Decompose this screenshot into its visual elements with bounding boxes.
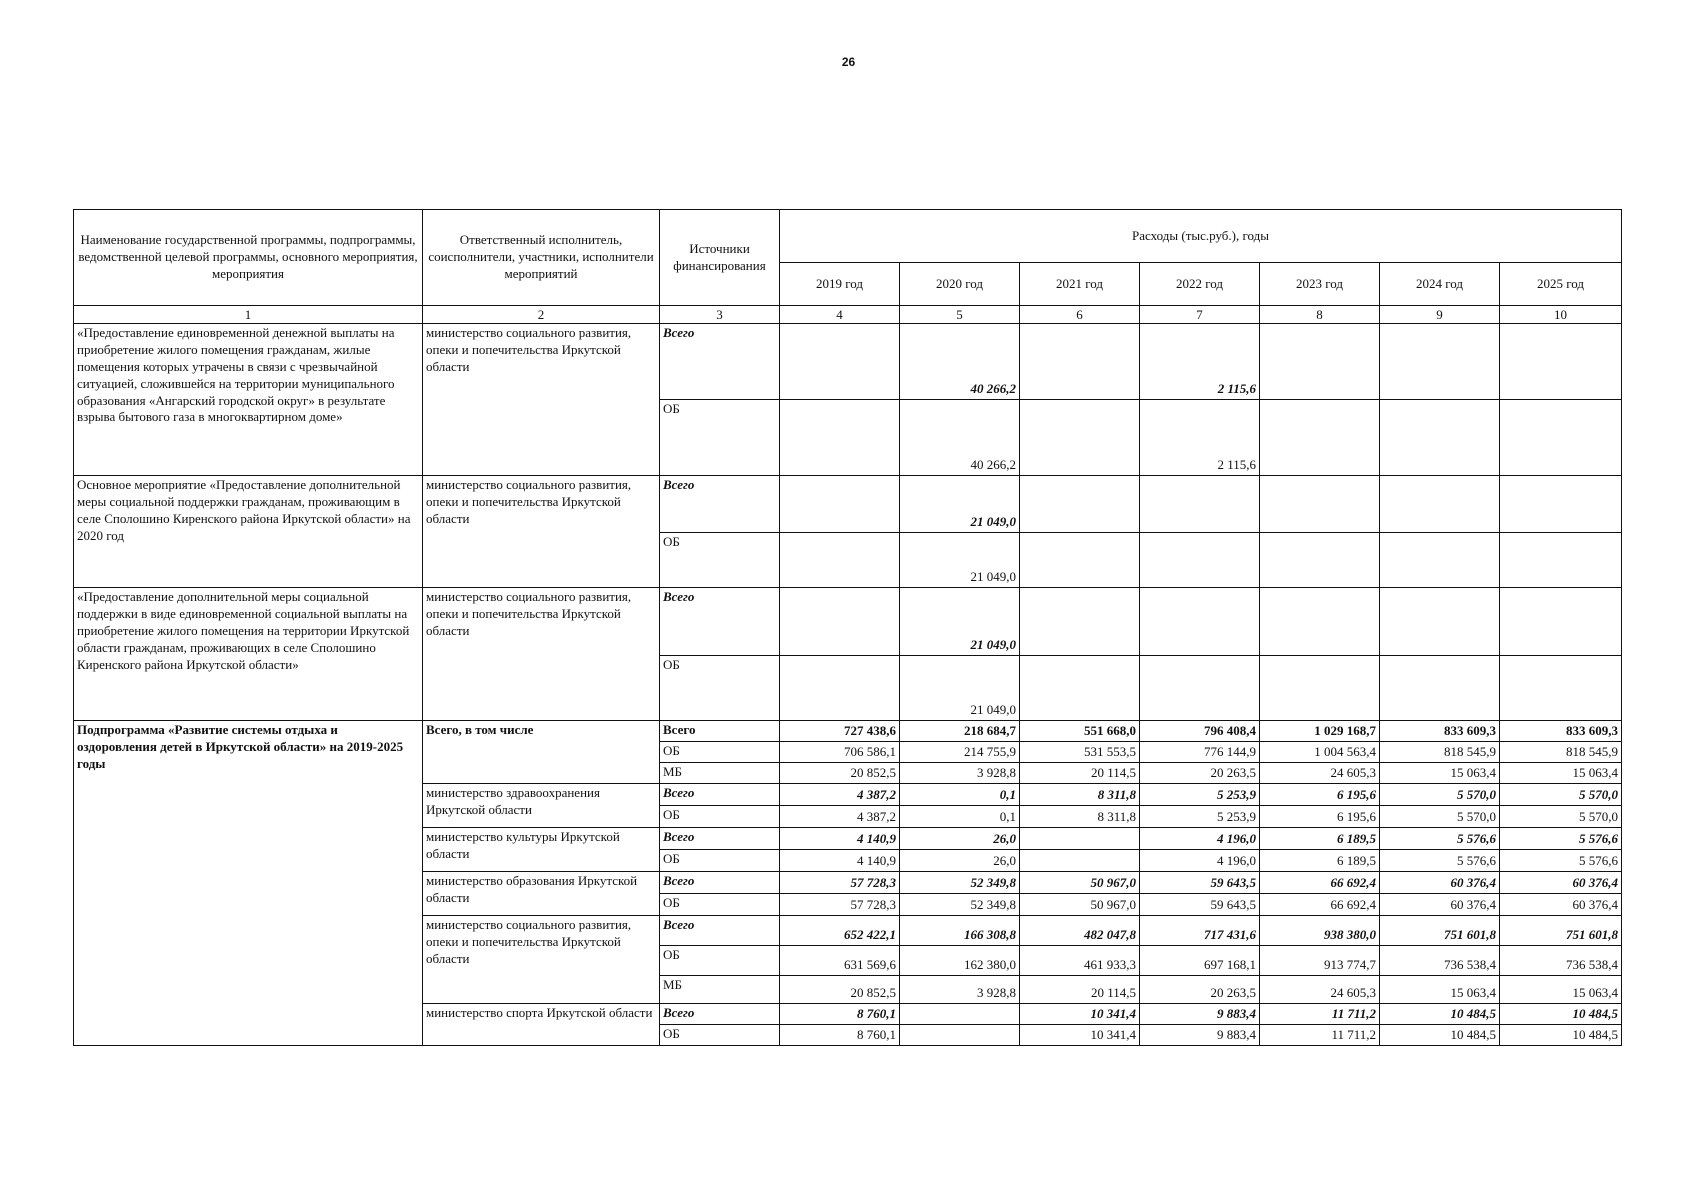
value-cell: 736 538,4 — [1380, 946, 1500, 976]
source-label: Всего — [660, 784, 780, 806]
value-cell: 11 711,2 — [1260, 1004, 1380, 1025]
value-cell: 20 263,5 — [1140, 976, 1260, 1004]
value-cell: 60 376,4 — [1500, 894, 1622, 916]
value-cell: 57 728,3 — [780, 872, 900, 894]
value-cell — [1380, 324, 1500, 400]
value-cell: 5 253,9 — [1140, 784, 1260, 806]
value-cell: 10 484,5 — [1380, 1004, 1500, 1025]
value-cell — [1500, 656, 1622, 721]
value-cell: 833 609,3 — [1500, 721, 1622, 742]
value-cell: 8 311,8 — [1020, 784, 1140, 806]
value-cell — [1500, 476, 1622, 533]
executor-cell: министерство социального развития, опеки и попечительства Иркутской области — [423, 916, 660, 1004]
value-cell: 8 311,8 — [1020, 806, 1140, 828]
value-cell: 9 883,4 — [1140, 1004, 1260, 1025]
value-cell — [1020, 400, 1140, 476]
value-cell — [1260, 533, 1380, 588]
value-cell: 15 063,4 — [1500, 763, 1622, 784]
value-cell: 631 569,6 — [780, 946, 900, 976]
measure-name: «Предоставление единовременной денежной выплаты на приобретение жилого помещения гражданам, жилые помещения которых утрачены в связи с чрезвычайной ситуацией, сложившейся на территории муниципального образования «Ангарский городской округ» в результате взрыва бытового газа в многоквартирном доме» — [74, 324, 423, 476]
value-cell — [1500, 533, 1622, 588]
value-cell: 24 605,3 — [1260, 976, 1380, 1004]
value-cell: 717 431,6 — [1140, 916, 1260, 946]
executor-cell: министерство социального развития, опеки и попечительства Иркутской области — [423, 476, 660, 588]
column-number: 2 — [423, 306, 660, 324]
value-cell: 26,0 — [900, 828, 1020, 850]
value-cell: 4 140,9 — [780, 850, 900, 872]
value-cell: 66 692,4 — [1260, 894, 1380, 916]
value-cell: 6 195,6 — [1260, 806, 1380, 828]
value-cell: 10 484,5 — [1500, 1025, 1622, 1046]
source-label: МБ — [660, 976, 780, 1004]
source-label: Всего — [660, 721, 780, 742]
header-year: 2020 год — [900, 263, 1020, 306]
value-cell: 1 029 168,7 — [1260, 721, 1380, 742]
value-cell: 833 609,3 — [1380, 721, 1500, 742]
value-cell — [1140, 588, 1260, 656]
column-number: 5 — [900, 306, 1020, 324]
value-cell: 1 004 563,4 — [1260, 742, 1380, 763]
value-cell: 5 576,6 — [1380, 828, 1500, 850]
value-cell — [1260, 656, 1380, 721]
value-cell: 20 852,5 — [780, 976, 900, 1004]
value-cell: 652 422,1 — [780, 916, 900, 946]
source-label: ОБ — [660, 742, 780, 763]
value-cell: 52 349,8 — [900, 872, 1020, 894]
value-cell — [1260, 476, 1380, 533]
value-cell: 551 668,0 — [1020, 721, 1140, 742]
value-cell — [1020, 828, 1140, 850]
value-cell: 5 576,6 — [1380, 850, 1500, 872]
value-cell: 214 755,9 — [900, 742, 1020, 763]
value-cell — [1260, 400, 1380, 476]
table-row — [74, 721, 1622, 742]
value-cell: 4 387,2 — [780, 806, 900, 828]
value-cell: 818 545,9 — [1380, 742, 1500, 763]
value-cell: 751 601,8 — [1380, 916, 1500, 946]
value-cell — [900, 1004, 1020, 1025]
value-cell: 60 376,4 — [1500, 872, 1622, 894]
value-cell — [900, 1025, 1020, 1046]
value-cell: 4 196,0 — [1140, 850, 1260, 872]
value-cell: 40 266,2 — [900, 324, 1020, 400]
column-number: 7 — [1140, 306, 1260, 324]
value-cell: 20 114,5 — [1020, 763, 1140, 784]
value-cell: 10 341,4 — [1020, 1025, 1140, 1046]
value-cell: 162 380,0 — [900, 946, 1020, 976]
value-cell: 3 928,8 — [900, 976, 1020, 1004]
value-cell: 21 049,0 — [900, 656, 1020, 721]
executor-cell: Всего, в том числе — [423, 721, 660, 784]
header-name: Наименование государственной программы, подпрограммы, ведомственной целевой программы, основного мероприятия, мероприятия — [74, 210, 423, 306]
value-cell: 5 576,6 — [1500, 828, 1622, 850]
value-cell: 59 643,5 — [1140, 894, 1260, 916]
value-cell — [780, 656, 900, 721]
source-label: Всего — [660, 324, 780, 400]
measure-name: Основное мероприятие «Предоставление дополнительной меры социальной поддержки гражданам, проживающим в селе Сполошино Киренского района Иркутской области» на 2020 год — [74, 476, 423, 588]
column-number: 4 — [780, 306, 900, 324]
executor-cell: министерство спорта Иркутской области — [423, 1004, 660, 1046]
header-year: 2021 год — [1020, 263, 1140, 306]
value-cell: 10 341,4 — [1020, 1004, 1140, 1025]
value-cell: 697 168,1 — [1140, 946, 1260, 976]
value-cell: 6 189,5 — [1260, 828, 1380, 850]
value-cell — [1380, 588, 1500, 656]
value-cell: 8 760,1 — [780, 1004, 900, 1025]
value-cell: 66 692,4 — [1260, 872, 1380, 894]
source-label: ОБ — [660, 656, 780, 721]
table-body — [74, 324, 1622, 1046]
value-cell: 10 484,5 — [1500, 1004, 1622, 1025]
value-cell: 20 852,5 — [780, 763, 900, 784]
source-label: Всего — [660, 588, 780, 656]
value-cell: 59 643,5 — [1140, 872, 1260, 894]
source-label: ОБ — [660, 400, 780, 476]
value-cell — [1140, 533, 1260, 588]
value-cell: 736 538,4 — [1500, 946, 1622, 976]
column-numbers-row — [74, 306, 1622, 324]
value-cell — [780, 324, 900, 400]
value-cell: 5 253,9 — [1140, 806, 1260, 828]
source-label: ОБ — [660, 1025, 780, 1046]
value-cell: 15 063,4 — [1380, 976, 1500, 1004]
value-cell: 8 760,1 — [780, 1025, 900, 1046]
value-cell: 796 408,4 — [1140, 721, 1260, 742]
value-cell — [780, 400, 900, 476]
value-cell: 776 144,9 — [1140, 742, 1260, 763]
header-expenses: Расходы (тыс.руб.), годы — [780, 210, 1622, 263]
source-label: Всего — [660, 872, 780, 894]
header-source: Источники финансирования — [660, 210, 780, 306]
value-cell: 10 484,5 — [1380, 1025, 1500, 1046]
value-cell: 6 195,6 — [1260, 784, 1380, 806]
value-cell: 6 189,5 — [1260, 850, 1380, 872]
source-label: ОБ — [660, 946, 780, 976]
value-cell: 727 438,6 — [780, 721, 900, 742]
value-cell: 5 570,0 — [1500, 784, 1622, 806]
source-label: ОБ — [660, 894, 780, 916]
value-cell — [1020, 533, 1140, 588]
table-header — [74, 210, 1622, 324]
source-label: Всего — [660, 916, 780, 946]
measure-name: «Предоставление дополнительной меры социальной поддержки в виде единовременной социальной выплаты на приобретение жилого помещения на территории Иркутской области гражданам, проживающих в селе Сполошино Киренского района Иркутской области» — [74, 588, 423, 721]
value-cell — [1020, 476, 1140, 533]
value-cell — [1500, 588, 1622, 656]
header-year: 2025 год — [1500, 263, 1622, 306]
value-cell: 15 063,4 — [1500, 976, 1622, 1004]
source-label: ОБ — [660, 850, 780, 872]
value-cell — [1500, 324, 1622, 400]
page-number: 26 — [841, 55, 856, 69]
value-cell — [780, 533, 900, 588]
value-cell: 60 376,4 — [1380, 894, 1500, 916]
value-cell: 166 308,8 — [900, 916, 1020, 946]
value-cell: 50 967,0 — [1020, 894, 1140, 916]
value-cell: 50 967,0 — [1020, 872, 1140, 894]
value-cell: 938 380,0 — [1260, 916, 1380, 946]
source-label: Всего — [660, 476, 780, 533]
value-cell — [1020, 850, 1140, 872]
value-cell: 2 115,6 — [1140, 324, 1260, 400]
source-label: Всего — [660, 1004, 780, 1025]
table-row — [74, 324, 1622, 400]
value-cell: 5 570,0 — [1380, 784, 1500, 806]
value-cell: 20 114,5 — [1020, 976, 1140, 1004]
value-cell — [1020, 656, 1140, 721]
table-row — [74, 588, 1622, 656]
value-cell: 4 196,0 — [1140, 828, 1260, 850]
value-cell: 818 545,9 — [1500, 742, 1622, 763]
source-label: Всего — [660, 828, 780, 850]
value-cell — [1020, 588, 1140, 656]
column-number: 3 — [660, 306, 780, 324]
value-cell: 2 115,6 — [1140, 400, 1260, 476]
value-cell: 26,0 — [900, 850, 1020, 872]
executor-cell: министерство социального развития, опеки и попечительства Иркутской области — [423, 588, 660, 721]
value-cell: 3 928,8 — [900, 763, 1020, 784]
value-cell: 24 605,3 — [1260, 763, 1380, 784]
header-year: 2019 год — [780, 263, 900, 306]
header-year: 2023 год — [1260, 263, 1380, 306]
value-cell — [1140, 656, 1260, 721]
source-label: ОБ — [660, 806, 780, 828]
value-cell — [1140, 476, 1260, 533]
column-number: 6 — [1020, 306, 1140, 324]
value-cell: 52 349,8 — [900, 894, 1020, 916]
value-cell: 21 049,0 — [900, 588, 1020, 656]
value-cell — [780, 476, 900, 533]
value-cell: 0,1 — [900, 806, 1020, 828]
value-cell: 706 586,1 — [780, 742, 900, 763]
value-cell — [1380, 400, 1500, 476]
value-cell: 5 576,6 — [1500, 850, 1622, 872]
executor-cell: министерство здравоохранения Иркутской области — [423, 784, 660, 828]
value-cell: 531 553,5 — [1020, 742, 1140, 763]
value-cell — [1260, 588, 1380, 656]
table-row — [74, 476, 1622, 533]
value-cell — [1380, 656, 1500, 721]
column-number: 9 — [1380, 306, 1500, 324]
value-cell: 60 376,4 — [1380, 872, 1500, 894]
value-cell: 913 774,7 — [1260, 946, 1380, 976]
column-number: 1 — [74, 306, 423, 324]
value-cell: 461 933,3 — [1020, 946, 1140, 976]
value-cell: 21 049,0 — [900, 476, 1020, 533]
executor-cell: министерство образования Иркутской области — [423, 872, 660, 916]
value-cell: 21 049,0 — [900, 533, 1020, 588]
value-cell: 751 601,8 — [1500, 916, 1622, 946]
subprogram-name: Подпрограмма «Развитие системы отдыха и оздоровления детей в Иркутской области» на 2019-2025 годы — [74, 721, 423, 1046]
header-executor: Ответственный исполнитель, соисполнители, участники, исполнители мероприятий — [423, 210, 660, 306]
value-cell — [1020, 324, 1140, 400]
value-cell: 15 063,4 — [1380, 763, 1500, 784]
value-cell: 4 387,2 — [780, 784, 900, 806]
value-cell: 5 570,0 — [1380, 806, 1500, 828]
value-cell: 11 711,2 — [1260, 1025, 1380, 1046]
value-cell — [1260, 324, 1380, 400]
source-label: ОБ — [660, 533, 780, 588]
executor-cell: министерство социального развития, опеки и попечительства Иркутской области — [423, 324, 660, 476]
value-cell — [780, 588, 900, 656]
header-year: 2024 год — [1380, 263, 1500, 306]
value-cell — [1500, 400, 1622, 476]
column-number: 10 — [1500, 306, 1622, 324]
value-cell: 20 263,5 — [1140, 763, 1260, 784]
value-cell: 4 140,9 — [780, 828, 900, 850]
value-cell: 5 570,0 — [1500, 806, 1622, 828]
budget-table — [73, 209, 1622, 1046]
value-cell: 218 684,7 — [900, 721, 1020, 742]
value-cell — [1380, 533, 1500, 588]
value-cell: 57 728,3 — [780, 894, 900, 916]
executor-cell: министерство культуры Иркутской области — [423, 828, 660, 872]
header-year: 2022 год — [1140, 263, 1260, 306]
value-cell — [1380, 476, 1500, 533]
value-cell: 9 883,4 — [1140, 1025, 1260, 1046]
value-cell: 0,1 — [900, 784, 1020, 806]
source-label: МБ — [660, 763, 780, 784]
column-number: 8 — [1260, 306, 1380, 324]
value-cell: 482 047,8 — [1020, 916, 1140, 946]
value-cell: 40 266,2 — [900, 400, 1020, 476]
